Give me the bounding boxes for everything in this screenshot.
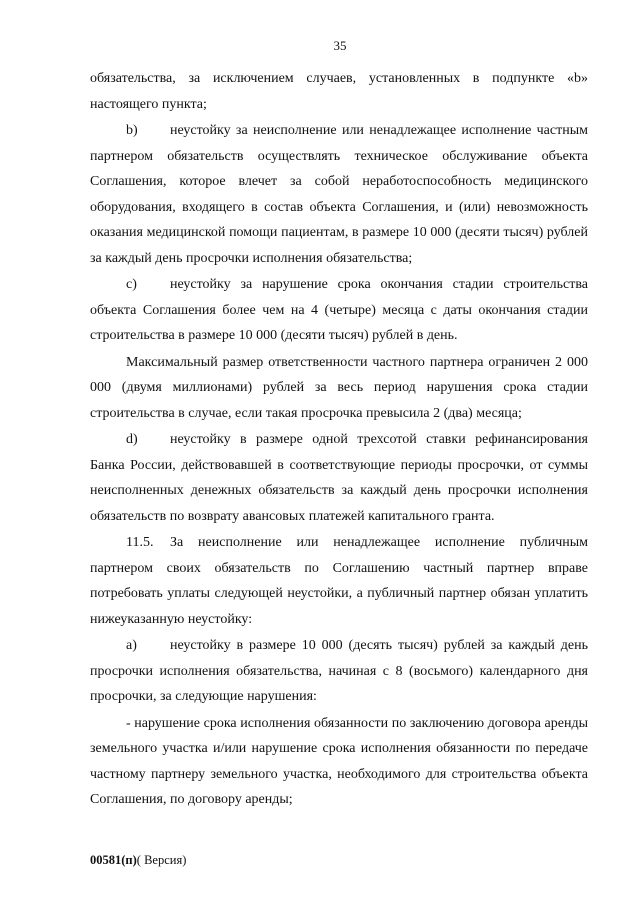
paragraph-text: Максимальный размер ответственности частного партнера ограничен 2 000 000 (двумя миллионами) рублей за весь период нарушения срока стадии строительства в случае, если такая просрочка превысила 2 (два) месяца; bbox=[90, 354, 588, 421]
paragraph-text: неустойку за неисполнение или ненадлежащее исполнение частным партнером обязательств осуществлять техническое обслуживание объекта Соглашения, которое влечет за собой неработоспособность медицинского оборудования, входящего в состав объекта Соглашения, и (или) невозможность оказания медицинской помощи пациентам, в размере 10 000 (десяти тысяч) рублей за каждый день просрочки исполнения обязательства; bbox=[90, 123, 588, 266]
paragraph-text: - нарушение срока исполнения обязанности по заключению договора аренды земельного участка и/или нарушение срока исполнения обязанности по передаче частному партнеру земельного участка, необходимого для строительства объекта Соглашения, по договору аренды; bbox=[90, 715, 588, 807]
paragraph-section-11-5 bbox=[90, 530, 588, 632]
paragraph-item-d bbox=[90, 427, 588, 529]
section-number: 11.5. bbox=[126, 535, 154, 550]
item-marker: b) bbox=[126, 123, 138, 138]
paragraph-text: неустойку в размере одной трехсотой ставки рефинансирования Банка России, действовавшей в соответствующие периоды просрочки, от суммы неисполненных денежных обязательств за каждый день просрочки исполнения обязательств по возврату авансовых платежей капитального гранта. bbox=[90, 432, 588, 524]
paragraph-text: обязательства, за исключением случаев, установленных в подпункте «b» настоящего пункта; bbox=[90, 71, 588, 112]
paragraph-text: За неисполнение или ненадлежащее исполнение публичным партнером своих обязательств по Соглашению частный партнер вправе потребовать уплаты следующей неустойки, а публичный партнер обязан уплатить нижеуказанную неустойку: bbox=[90, 535, 588, 627]
paragraph-item-a bbox=[90, 633, 588, 710]
paragraph-item-b bbox=[90, 118, 588, 271]
paragraph-item-c bbox=[90, 272, 588, 349]
paragraph-text: неустойку в размере 10 000 (десять тысяч) рублей за каждый день просрочки исполнения обязательства, начиная с 8 (восьмого) календарного дня просрочки, за следующие нарушения: bbox=[90, 638, 588, 704]
item-marker: a) bbox=[126, 638, 137, 653]
paragraph-text: неустойку за нарушение срока окончания стадии строительства объекта Соглашения более чем на 4 (четыре) месяца с даты окончания стадии строительства в размере 10 000 (десяти тысяч) рублей в день. bbox=[90, 277, 588, 343]
item-marker: c) bbox=[126, 277, 137, 292]
paragraph-continuation bbox=[90, 66, 588, 117]
document-code: 00581(п) bbox=[90, 853, 137, 867]
paragraph-max-liability bbox=[90, 350, 588, 427]
page-number: 35 bbox=[333, 38, 347, 53]
document-body bbox=[90, 66, 588, 813]
item-marker: d) bbox=[126, 432, 138, 447]
document-version: ( Версия) bbox=[136, 853, 187, 867]
document-footer bbox=[90, 853, 186, 868]
paragraph-bullet bbox=[90, 711, 588, 813]
